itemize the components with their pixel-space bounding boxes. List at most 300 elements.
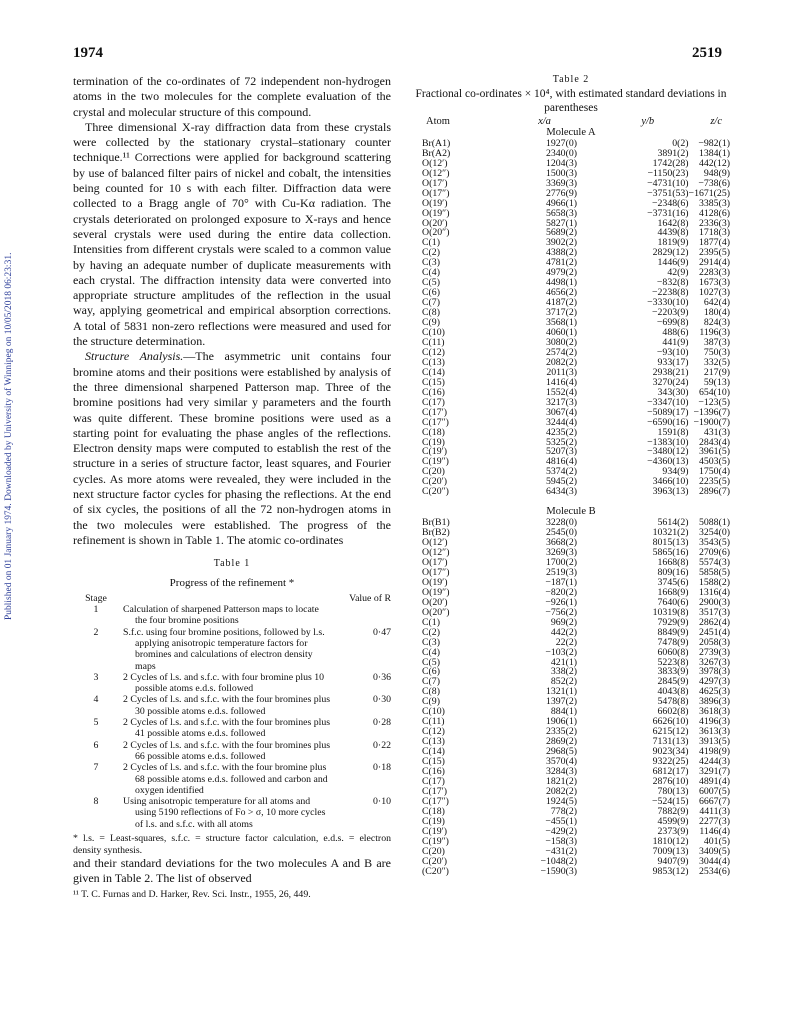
x-coordinate: −103(2)	[545, 646, 578, 658]
y-coordinate: −524(15)	[652, 795, 689, 807]
z-coordinate: 2896(7)	[698, 486, 730, 498]
z-coordinate: 1316(4)	[698, 586, 730, 598]
x-coordinate: 4060(1)	[545, 327, 578, 339]
z-coordinate: 1877(4)	[698, 237, 730, 249]
z-coordinate: 5858(5)	[698, 566, 730, 578]
z-coordinate: −123(5)	[698, 396, 730, 408]
x-coordinate: 442(2)	[550, 626, 578, 638]
z-coordinate: 4297(3)	[698, 676, 730, 688]
atom-label: C(19)	[422, 436, 445, 448]
molecule-a-heading-label: Molecule A	[546, 126, 596, 138]
y-coordinate: −3330(10)	[647, 297, 689, 309]
r-value	[333, 604, 391, 627]
atom-label: O(17″)	[422, 566, 450, 578]
r-value: 0·28	[373, 717, 391, 729]
atom-label: O(20′)	[422, 217, 448, 229]
r-value: 0·18	[373, 762, 391, 774]
y-coordinate: 3466(10)	[652, 476, 689, 488]
z-coordinate: 180(4)	[703, 307, 730, 319]
atom-label: C(10)	[422, 706, 445, 718]
z-coordinate: −1900(7)	[693, 416, 730, 428]
r-value: 0·22	[373, 739, 391, 751]
y-coordinate: 7478(9)	[657, 636, 689, 648]
r-value: 0·47	[373, 626, 391, 638]
x-coordinate: 4966(1)	[545, 197, 578, 209]
y-coordinate: 4043(8)	[657, 686, 689, 698]
y-coordinate: 0(2)	[672, 137, 689, 149]
atom-label: C(6)	[422, 666, 440, 678]
y-coordinate: 441(9)	[662, 336, 689, 348]
y-coordinate: 1446(9)	[657, 257, 689, 269]
r-value: 0·36	[373, 671, 391, 683]
y-coordinate: 6215(12)	[652, 726, 689, 738]
table1-row	[73, 717, 391, 740]
y-coordinate: 780(13)	[657, 785, 689, 797]
atom-label: C(20″)	[422, 486, 449, 498]
x-coordinate: 3067(4)	[545, 406, 578, 418]
y-coordinate: 8015(13)	[652, 537, 689, 549]
atom-label: C(6)	[422, 287, 440, 299]
x-coordinate: 3568(1)	[545, 317, 578, 329]
x-coordinate: 4235(2)	[545, 426, 578, 438]
stage-description: 2 Cycles of l.s. and s.f.c. with the four bromines plus 41 possible atoms e.d.s. followed	[123, 717, 331, 740]
y-coordinate: 6626(10)	[652, 716, 689, 728]
x-coordinate: 2340(0)	[545, 147, 578, 159]
z-coordinate: 1673(3)	[698, 277, 730, 289]
refinement-table	[73, 593, 391, 830]
x-coordinate: −820(2)	[545, 586, 578, 598]
y-coordinate: 1819(9)	[657, 237, 689, 249]
table1-row	[73, 627, 391, 672]
x-coordinate: 4498(1)	[545, 277, 578, 289]
x-coordinate: 3668(2)	[545, 537, 578, 549]
x-coordinate: −187(1)	[545, 576, 578, 588]
atom-label: Br(B2)	[422, 527, 450, 539]
x-coordinate: 969(2)	[550, 616, 578, 628]
y-coordinate: 3745(6)	[657, 576, 689, 588]
x-coordinate: 3284(3)	[545, 766, 578, 777]
table1-row	[73, 796, 391, 830]
x-coordinate: 3369(3)	[545, 177, 578, 189]
y-coordinate: 10321(2)	[652, 527, 689, 539]
z-coordinate: 3254(0)	[698, 527, 730, 539]
table1-header-row	[73, 593, 391, 604]
atom-label: O(17′)	[422, 556, 448, 568]
atom-label: C(18)	[422, 805, 445, 817]
atom-label: C(17″)	[422, 416, 449, 428]
atom-label: O(20″)	[422, 606, 450, 618]
z-coordinate: −1671(25)	[688, 187, 730, 199]
stage-description: S.f.c. using four bromine positions, followed by l.s. applying anisotropic temperature factors for bromines and calculations of electron density maps	[123, 626, 325, 672]
y-coordinate: −1383(10)	[647, 436, 689, 448]
right-column	[412, 74, 730, 876]
y-coordinate: −3347(10)	[647, 396, 689, 408]
r-value: 0·10	[373, 796, 391, 808]
z-coordinate: −982(1)	[698, 137, 730, 149]
y-coordinate: 9023(34)	[652, 746, 689, 758]
x-coordinate: 2011(3)	[546, 366, 578, 378]
z-coordinate: 3896(3)	[698, 696, 730, 708]
z-coordinate: 1750(4)	[698, 466, 730, 478]
atom-label: C(8)	[422, 686, 440, 698]
atom-label: C(17″)	[422, 795, 449, 807]
atom-label: C(20)	[422, 466, 445, 478]
x-coordinate: 1204(3)	[545, 157, 578, 169]
atom-label: C(14)	[422, 366, 445, 378]
x-coordinate: 3244(4)	[545, 416, 578, 428]
x-coordinate: 2082(2)	[545, 785, 578, 797]
left-column	[73, 74, 391, 901]
y-coordinate: 1810(12)	[652, 835, 689, 847]
y-coordinate: 343(30)	[657, 386, 689, 398]
stage-description: 2 Cycles of l.s. and s.f.c. with the four bromine plus 68 possible atoms e.d.s. followed and carbon and oxygen identified	[123, 762, 328, 796]
x-coordinate: 5689(2)	[545, 227, 578, 239]
x-coordinate: −1048(2)	[540, 855, 578, 867]
y-coordinate: 2829(12)	[652, 247, 689, 259]
atom-label: C(4)	[422, 267, 440, 279]
z-coordinate: 4503(5)	[698, 456, 730, 468]
atom-label: C(19″)	[422, 835, 449, 847]
y-coordinate: 3891(2)	[657, 147, 689, 159]
atom-label: C(20′)	[422, 855, 447, 867]
atom-label: C(8)	[422, 307, 440, 319]
y-coordinate: −699(8)	[656, 317, 689, 329]
atom-label: C(20)	[422, 845, 445, 857]
section-heading: Structure Analysis.	[85, 349, 184, 364]
y-coordinate: −3480(12)	[647, 446, 689, 458]
x-coordinate: 3717(2)	[545, 307, 578, 319]
y-coordinate: −1150(23)	[647, 167, 689, 179]
x-coordinate: 5325(2)	[545, 436, 578, 448]
z-coordinate: 3291(7)	[698, 766, 730, 777]
y-coordinate: 3270(24)	[652, 376, 689, 388]
y-coordinate: 9853(12)	[652, 865, 689, 877]
table1-row	[73, 740, 391, 763]
z-coordinate: 2395(5)	[698, 247, 730, 259]
z-coordinate: 2235(5)	[698, 476, 730, 488]
z-coordinate: 2900(3)	[698, 596, 730, 608]
z-coordinate: 2862(4)	[698, 616, 730, 628]
atom-label: C(17′)	[422, 406, 447, 418]
table1-row	[73, 694, 391, 717]
z-coordinate: −738(6)	[698, 177, 730, 189]
y-coordinate: −4360(13)	[647, 456, 689, 468]
stage-description: 2 Cycles of l.s. and s.f.c. with the four bromines plus 30 possible atoms e.d.s. followed	[123, 694, 331, 717]
y-coordinate: 6812(17)	[652, 766, 689, 777]
y-coordinate: 6060(8)	[657, 646, 689, 658]
atom-label: O(12′)	[422, 537, 448, 549]
download-watermark-text: Published on 01 January 1974. Downloaded by University of Winnipeg on 10/05/2018 06:23:31.	[4, 252, 14, 620]
z-coordinate: 3517(3)	[698, 606, 730, 618]
z-coordinate: 4244(3)	[698, 756, 730, 768]
x-coordinate: 2968(5)	[545, 746, 578, 758]
z-coordinate: 5088(1)	[698, 517, 730, 529]
atom-label: O(17″)	[422, 187, 450, 199]
table1-caption: Progress of the refinement *	[169, 576, 295, 589]
atom-label: C(16)	[422, 766, 445, 777]
atom-label: C(13)	[422, 736, 445, 748]
z-coordinate: 3978(3)	[698, 666, 730, 678]
atom-label: O(12″)	[422, 547, 450, 559]
y-coordinate: 4599(9)	[657, 815, 689, 827]
x-coordinate: −431(2)	[545, 845, 578, 857]
z-coordinate: 6667(7)	[698, 795, 730, 807]
atom-label: C(17′)	[422, 785, 447, 797]
atom-label: C(5)	[422, 656, 440, 668]
atom-label: C(12)	[422, 346, 445, 358]
stage-number: 5	[93, 717, 99, 729]
z-coordinate: 1718(3)	[698, 227, 730, 239]
z-coordinate: −1396(7)	[693, 406, 730, 418]
z-coordinate: 3618(3)	[698, 706, 730, 718]
running-header-year: 1974	[73, 45, 103, 61]
atom-label: O(17′)	[422, 177, 448, 189]
y-coordinate: −832(8)	[656, 277, 689, 289]
z-coordinate: 1196(3)	[699, 327, 730, 339]
y-coordinate: 7009(13)	[652, 845, 689, 857]
table1-header-value: Value of R	[349, 592, 391, 604]
paragraph-closing: and their standard deviations for the two molecules A and B are given in Table 2. The list of observed	[73, 856, 391, 886]
x-coordinate: 2776(9)	[545, 187, 578, 199]
z-coordinate: 387(3)	[703, 336, 730, 348]
y-coordinate: 5223(8)	[657, 656, 689, 668]
r-value: 0·30	[373, 694, 391, 706]
z-coordinate: 5574(3)	[698, 556, 730, 568]
y-coordinate: 9322(25)	[652, 756, 689, 768]
x-coordinate: 1821(2)	[545, 775, 578, 787]
x-coordinate: 4388(2)	[545, 247, 578, 259]
stage-number: 3	[93, 671, 99, 683]
y-coordinate: −93(10)	[656, 346, 689, 358]
x-coordinate: 2082(2)	[545, 356, 578, 368]
atom-label: C(7)	[422, 297, 440, 309]
stage-description: Using anisotropic temperature for all atoms and using 5190 reflections of Fo > σ, 10 more cycles of l.s. and s.f.c. with all atoms	[123, 796, 326, 830]
y-coordinate: 1591(8)	[657, 426, 689, 438]
y-coordinate: 5865(16)	[652, 547, 689, 559]
atom-label: C(13)	[422, 356, 445, 368]
z-coordinate: 1384(1)	[698, 147, 730, 159]
atom-label: O(12′)	[422, 157, 448, 169]
atom-label: C(9)	[422, 696, 440, 708]
z-coordinate: 332(5)	[703, 356, 730, 368]
z-coordinate: 2277(3)	[698, 815, 730, 827]
y-coordinate: 42(9)	[667, 267, 689, 279]
atom-label: C(2)	[422, 247, 440, 259]
x-coordinate: −756(2)	[545, 606, 578, 618]
x-coordinate: 5207(3)	[545, 446, 578, 458]
coordinate-row	[412, 428, 730, 438]
atom-label: C(19′)	[422, 446, 447, 458]
x-coordinate: 2869(2)	[545, 736, 578, 748]
x-coordinate: 1552(4)	[545, 386, 578, 398]
table1-row	[73, 604, 391, 627]
z-coordinate: 3961(5)	[698, 446, 730, 458]
atom-label: C(3)	[422, 636, 440, 648]
table1-row	[73, 672, 391, 695]
z-coordinate: 2451(4)	[698, 626, 730, 638]
atom-label: O(20′)	[422, 596, 448, 608]
atom-label: Br(A2)	[422, 147, 451, 159]
x-coordinate: −1590(3)	[540, 865, 578, 877]
y-coordinate: 2938(21)	[652, 366, 689, 378]
x-coordinate: −158(3)	[545, 835, 578, 847]
x-coordinate: 5658(3)	[545, 207, 578, 219]
atom-label: C(1)	[422, 616, 440, 628]
atom-label: O(19′)	[422, 576, 448, 588]
y-coordinate: −2203(9)	[652, 307, 689, 319]
y-coordinate: 934(9)	[662, 466, 689, 478]
atom-label: C(14)	[422, 746, 445, 758]
x-coordinate: 1700(2)	[545, 556, 578, 568]
x-coordinate: 5827(1)	[545, 217, 578, 229]
y-coordinate: −5089(17)	[647, 406, 689, 418]
atom-label: O(19″)	[422, 207, 450, 219]
atom-label: C(17)	[422, 775, 445, 787]
atom-label: C(11)	[422, 716, 445, 728]
x-coordinate: 1924(5)	[545, 795, 578, 807]
structure-analysis-text: —The asymmetric unit contains four bromine atoms and their positions were established by analysis of the three dimensional sharpened Patterson map. Three of the bromine positions had very similar y parameters and the fourth was quite different. These bromine positions were used as a starting point for evaluating the phase angles of the reflections. Electron density maps were computed to establish the rest of the structure in a series of structure factor, least squares, and Fourier cycles. As more atoms were revealed, they were included in the next structure factor cycles for phasing the reflections. At the end of six cycles, the positions of all the 72 non-hydrogen atoms in the two molecules were established. The progress of the refinement is shown in Table 1. The atomic co-ordinates	[73, 349, 391, 547]
x-coordinate: 4187(2)	[545, 297, 578, 309]
z-coordinate: 4128(6)	[698, 207, 730, 219]
x-coordinate: −429(2)	[545, 825, 578, 837]
x-coordinate: 4656(2)	[545, 287, 578, 299]
stage-number: 7	[93, 762, 99, 774]
x-coordinate: 1416(4)	[545, 376, 578, 388]
x-coordinate: 1321(1)	[545, 686, 578, 698]
atom-label: C(3)	[422, 257, 440, 269]
table2-title: Table 2	[552, 74, 590, 85]
x-coordinate: 4979(2)	[545, 267, 578, 279]
z-coordinate: 1146(4)	[699, 825, 730, 837]
atom-label: O(19″)	[422, 586, 450, 598]
y-coordinate: 8849(9)	[657, 626, 689, 638]
z-coordinate: 2914(4)	[698, 257, 730, 269]
y-coordinate: −2238(8)	[652, 287, 689, 299]
y-coordinate: 7882(9)	[657, 805, 689, 817]
z-coordinate: 6007(5)	[698, 785, 730, 797]
x-coordinate: −455(1)	[545, 815, 578, 827]
atom-label: C(15)	[422, 756, 445, 768]
y-coordinate: 3833(9)	[657, 666, 689, 678]
table1-footnote: * l.s. = Least-squares, s.f.c. = structure factor calculation, e.d.s. = electron density synthesis.	[73, 833, 391, 856]
z-coordinate: 442(12)	[698, 157, 730, 169]
x-coordinate: 421(1)	[550, 656, 578, 668]
atom-label: C(9)	[422, 317, 440, 329]
z-coordinate: 2058(3)	[698, 636, 730, 648]
x-coordinate: 5374(2)	[545, 466, 578, 478]
y-coordinate: 933(17)	[657, 356, 689, 368]
table2-caption: Fractional co-ordinates × 10⁴, with estimated standard deviations in parentheses	[415, 88, 727, 114]
y-coordinate: 7131(13)	[652, 736, 689, 748]
z-coordinate: 2739(3)	[698, 646, 730, 658]
atom-label: C(7)	[422, 676, 440, 688]
y-coordinate: −6590(16)	[647, 416, 689, 428]
y-coordinate: 2845(9)	[657, 676, 689, 688]
atom-label: C(10)	[422, 327, 445, 339]
coordinates-table	[412, 117, 730, 876]
z-coordinate: 824(3)	[703, 317, 730, 329]
atom-label: C(19′)	[422, 825, 447, 837]
y-coordinate: −2348(6)	[652, 197, 689, 209]
x-coordinate: 2574(2)	[545, 346, 578, 358]
z-coordinate: 1588(2)	[698, 576, 730, 588]
atom-label: C(4)	[422, 646, 440, 658]
x-coordinate: 1500(3)	[545, 167, 578, 179]
y-coordinate: 3963(13)	[652, 486, 689, 498]
z-coordinate: 2709(6)	[698, 547, 730, 559]
z-coordinate: 3409(5)	[698, 845, 730, 857]
x-coordinate: 3217(3)	[545, 396, 578, 408]
atom-label: O(12″)	[422, 167, 450, 179]
x-coordinate: −926(1)	[545, 596, 578, 608]
z-coordinate: 1027(3)	[698, 287, 730, 299]
z-coordinate: 654(10)	[698, 386, 730, 398]
y-coordinate: 5614(2)	[657, 517, 689, 529]
y-coordinate: 1742(28)	[652, 157, 689, 169]
x-coordinate: 3570(4)	[545, 756, 578, 768]
y-coordinate: −4731(10)	[647, 177, 689, 189]
x-coordinate: 338(2)	[550, 666, 578, 678]
paragraph-structure-analysis	[73, 349, 391, 548]
stage-description: 2 Cycles of l.s. and s.f.c. with the four bromines plus 66 possible atoms e.d.s. followed	[123, 739, 331, 762]
x-coordinate: 6434(3)	[545, 486, 578, 498]
atom-label: C(20′)	[422, 476, 447, 488]
coordinate-row	[412, 867, 730, 877]
y-coordinate: 5478(8)	[657, 696, 689, 708]
x-coordinate: 1397(2)	[545, 696, 578, 708]
table1-header-stage: Stage	[85, 592, 107, 604]
x-coordinate: 852(2)	[550, 676, 578, 688]
z-coordinate: 2843(4)	[698, 436, 730, 448]
stage-number: 6	[93, 739, 99, 751]
y-coordinate: 1642(8)	[657, 217, 689, 229]
atom-label: C(2)	[422, 626, 440, 638]
header-z: z/c	[710, 116, 722, 127]
x-coordinate: 22(2)	[555, 636, 578, 648]
download-watermark	[2, 200, 16, 620]
atom-label: (C20″)	[422, 865, 449, 877]
header-atom: Atom	[426, 116, 450, 127]
atom-label: C(11)	[422, 336, 445, 348]
x-coordinate: 1927(0)	[545, 137, 578, 149]
z-coordinate: 3267(3)	[698, 656, 730, 668]
y-coordinate: −3751(53)	[647, 187, 689, 199]
atom-label: C(18)	[422, 426, 445, 438]
atom-label: C(16)	[422, 386, 445, 398]
y-coordinate: 9407(9)	[657, 855, 689, 867]
x-coordinate: 778(2)	[550, 805, 578, 817]
stage-number: 8	[93, 796, 99, 808]
atom-label: C(17)	[422, 396, 445, 408]
atom-label: C(19)	[422, 815, 445, 827]
x-coordinate: 2545(0)	[545, 527, 578, 539]
z-coordinate: 3913(5)	[698, 736, 730, 748]
z-coordinate: 217(9)	[703, 366, 730, 378]
molecule-b-heading-label: Molecule B	[546, 506, 596, 518]
x-coordinate: 2519(3)	[545, 566, 578, 578]
z-coordinate: 2534(6)	[698, 865, 730, 877]
x-coordinate: 2335(2)	[545, 726, 578, 738]
stage-number: 4	[93, 694, 99, 706]
z-coordinate: 642(4)	[703, 297, 730, 309]
y-coordinate: 6602(8)	[657, 706, 689, 718]
coordinate-row	[412, 487, 730, 497]
paragraph-data-collection: Three dimensional X-ray diffraction data from these crystals were collected by the stationary crystal–stationary counter technique.¹¹ Corrections were applied for background scattering by use of balanced filter pairs of nickel and cobalt, the intensities being counted for 10 s with each filter. Diffraction data were collected to a Bragg angle of 70° with Cu-Kα radiation. The crystals deteriorated on prolonged exposure to X-rays and hence several crystals were used during the entire data collection. Intensities from different crystals were scaled to a common value by having an adequate number of duplicate measurements with each crystal. The diffraction intensity data were converted into appropriate structure amplitudes of the reflection in the usual way, applying geometrical and empirical absorption corrections. A total of 5831 non-zero reflections were measured and used for the structure determination.	[73, 119, 391, 349]
atom-label: Br(B1)	[422, 517, 450, 529]
reference-footnote: ¹¹ T. C. Furnas and D. Harker, Rev. Sci. Instr., 1955, 26, 449.	[73, 888, 311, 900]
y-coordinate: 809(16)	[657, 566, 689, 578]
paragraph-continuation: termination of the co-ordinates of 72 independent non-hydrogen atoms in the two molecules for the complete evaluation of the crystal and molecular structure of this compound.	[73, 74, 391, 119]
